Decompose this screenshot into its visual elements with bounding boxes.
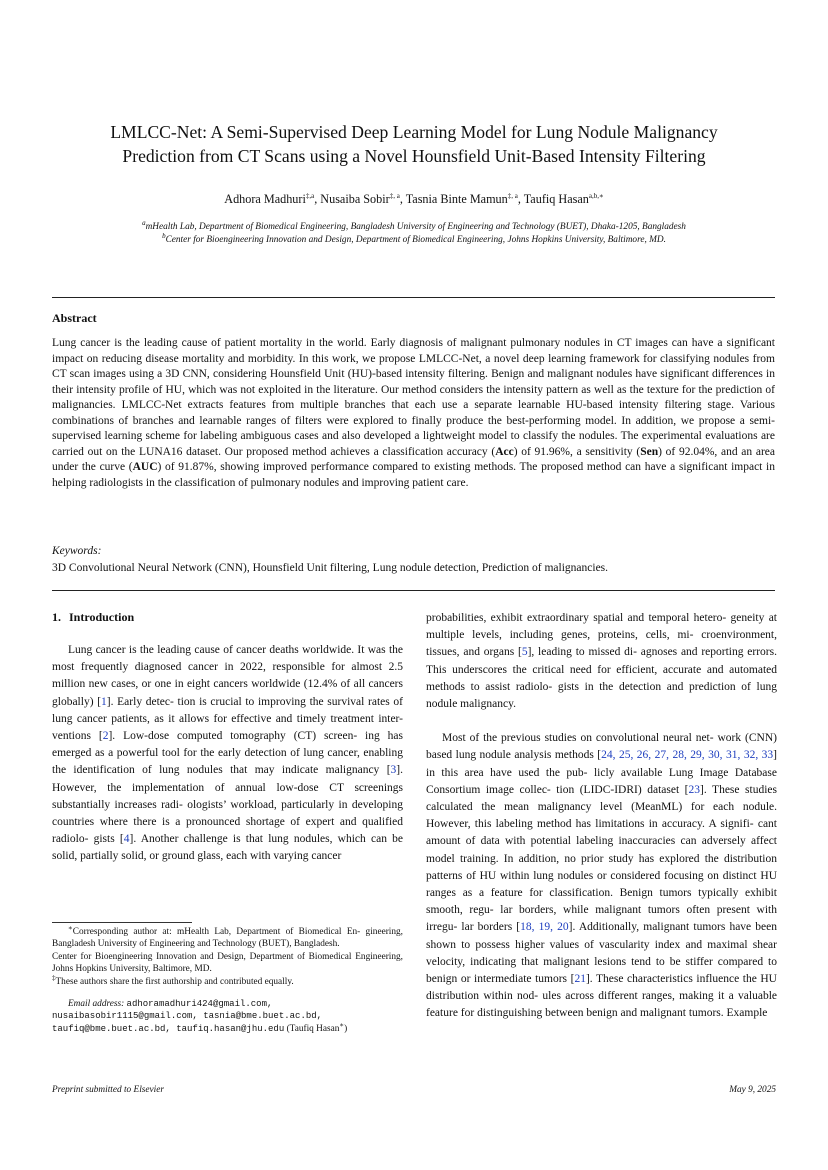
email-link[interactable]: nusaibasobir1115@gmail.com, tasnia@bme.buet.ac.bd, [52,1011,323,1022]
section-heading: 1. Introduction [52,610,135,624]
keywords-text: 3D Convolutional Neural Network (CNN), Hounsfield Unit filtering, Lung nodule detection, Prediction of malignancies. [52,562,609,574]
divider [52,297,775,298]
keywords-heading: Keywords: [52,545,102,557]
footnote: Center for Bioengineering Innovation and Design, Department of Biomedical Engineering, Johns Hopkins University, Baltimore, MD. [52,951,403,975]
footer-journal: Preprint submitted to Elsevier [52,1085,164,1095]
author-list: Adhora Madhuri$^{\ddagger,a}$, Nusaiba Sobir$^{\ddagger, a}$, Tasnia Binte Mamun$^{\ddagger, a}$, Taufiq Hasan$^{a,b,∗}$ [224,191,604,206]
affiliation: $^a$mHealth Lab, Department of Biomedical Engineering, Bangladesh University of Engineering and Technology (BUET), Dhaka-1205, Bangladesh [142,218,686,232]
paragraph: Lung cancer is the leading cause of cancer deaths worldwide. It was the most frequently diagnosed cancer in 2022, responsible for almost 2.5 million new cases, or one in eight cancers worldwide (12.4% of all cancers globally) [1]. Early detec- tion is crucial to improving the survival rates of lung cancer patients, as it allows for effective and timely treatment inter- ventions [2]. Low-dose computed tomography (CT) screen- ing has emerged as a powerful tool for the early detection of lung cancer, enabling the identification of lung nodules that may indicate malignancy [3]. However, the implementation of annual low-dose CT screenings substantially increases radi- ologists’ workload, particularly in developing countries where there is a pronounced shortage of expert and qualified radiolo- gists [4]. Another challenge is that lung nodules, which can be solid, partially solid, or ground glass, each with varying cancer [52,644,403,863]
email-addresses: Email address: adhoramadhuri424@gmail.com, nusaibasobir1115@gmail.com, tasnia@bme.buet.ac.bd, taufiq@bme.buet.ac.bd, taufiq.hasan@jhu.edu (Taufiq Hasan∗) [52,999,348,1034]
abstract-text: Lung cancer is the leading cause of patient mortality in the world. Early diagnosis of malignant pulmonary nodules in CT images can have a significant impact on reducing disease mortality and morbidity. In this work, we propose LMLCC-Net, a novel deep learning framework for classifying nodules from CT scan images using a 3D CNN, considering Hounsfield Unit (HU)-based intensity filtering. Benign and malignant nodules have significant differences in their intensity profile of HU, which was not exploited in the literature. Our method considers the intensity pattern as well as the texture for the prediction of malignancies. LMLCC-Net extracts features from multiple branches that each use a separate learnable HU-based intensity filtering stage. Various combinations of branches and learnable ranges of filters were explored to finally produce the best-performing model. In addition, we propose a semi-supervised learning scheme for labeling ambiguous cases and also developed a lightweight model to classify the nodules. The experimental evaluations are carried out on the LUNA16 dataset. Our proposed method achieves a classification accuracy (Acc) of 91.96%, a sensitivity (Sen) of 92.04%, and an area under the curve (AUC) of 91.87%, showing improved performance compared to existing methods. The proposed method can have a significant impact in helping radiologists in the classification of pulmonary nodules and improving patient care. [52,337,776,489]
citation-link[interactable]: 5 [521,646,528,659]
citation-link[interactable]: 3 [390,764,397,777]
footnote: ∗Corresponding author at: mHealth Lab, Department of Biomedical En- gineering, Bangladesh University of Engineering and Technology (BUET), Bangladesh. [52,923,403,950]
paragraph: probabilities, exhibit extraordinary spatial and temporal hetero- geneity at multiple levels, including genes, proteins, cells, mi- croenvironment, tissues, and organs [5], leading to missed di- agnoses and reporting errors. This underscores the critical need for efficient, accurate and automated methods to assist radiolo- gists in the detection and prediction of lung nodule malignancy. [426,612,777,711]
footnote-divider [52,922,192,923]
citation-link[interactable]: 1 [101,695,107,708]
left-column [52,642,403,866]
citation-link[interactable]: 24, 25, 26, 27, 28, 29, 30, 31, 32, 33 [601,749,774,762]
paper-title: LMLCC-Net: A Semi-Supervised Deep Learning Model for Lung Nodule Malignancy Prediction from CT Scans using a Novel Hounsfield Unit-Based Intensity Filtering [110,122,718,166]
right-column [426,610,777,1023]
email-link[interactable]: taufiq@bme.buet.ac.bd, taufiq.hasan@jhu.edu [52,1023,285,1034]
paragraph: Most of the previous studies on convolutional neural net- work (CNN) based lung nodule analysis methods [24, 25, 26, 27, 28, 29, 30, 31, 32, 33] in this area have used the pub- licly available Lung Image Database Consortium image collec- tion (LIDC-IDRI) dataset [23]. These studies calculated the mean malignancy level (MeanML) for each nodule. However, this labeling method has limitations in accuracy. A signifi- cant amount of data with potential labeling inaccuracies can adversely affect model training. In addition, no prior study has explored the distribution patterns of HU within lung nodules or considered focusing on distinct HU ranges as a feature for classification. Benign tumors typically exhibit smooth, regu- lar borders, while malignant tumors often present with irregu- lar borders [18, 19, 20]. Additionally, malignant tumors have been shown to possess higher values of vascularity index and maximal shear velocity, indicating that malignant lesions tend to be stiffer compared to benign or intermediate tumors [21]. These characteristics influence the HU distribution within nod- ules across different ranges, making it a valuable feature for distinguishing between benign and malignant tumors. Example [426,732,778,1020]
citation-link[interactable]: 23 [688,783,701,796]
email-link[interactable]: adhoramadhuri424@gmail.com, [126,999,273,1010]
divider [52,590,775,591]
footnotes [52,923,403,1035]
citation-link[interactable]: 21 [574,973,586,986]
footer-date: May 9, 2025 [729,1085,776,1095]
author: Taufiq Hasan [523,192,589,206]
author: Adhora Madhuri [224,192,306,206]
footnote: ‡These authors share the first authorship and contributed equally. [52,973,294,987]
affiliation: $^b$Center for Bioengineering Innovation and Design, Department of Biomedical Engineering, Johns Hopkins University, Baltimore, MD. [162,231,666,245]
author: Tasnia Binte Mamun [405,192,508,206]
abstract-heading: Abstract [52,311,97,325]
citation-link[interactable]: 2 [102,730,109,743]
citation-link[interactable]: 4 [123,833,130,846]
author: Nusaiba Sobir [320,192,390,206]
affiliations [40,218,788,247]
citation-link[interactable]: 18, 19, 20 [520,921,569,934]
